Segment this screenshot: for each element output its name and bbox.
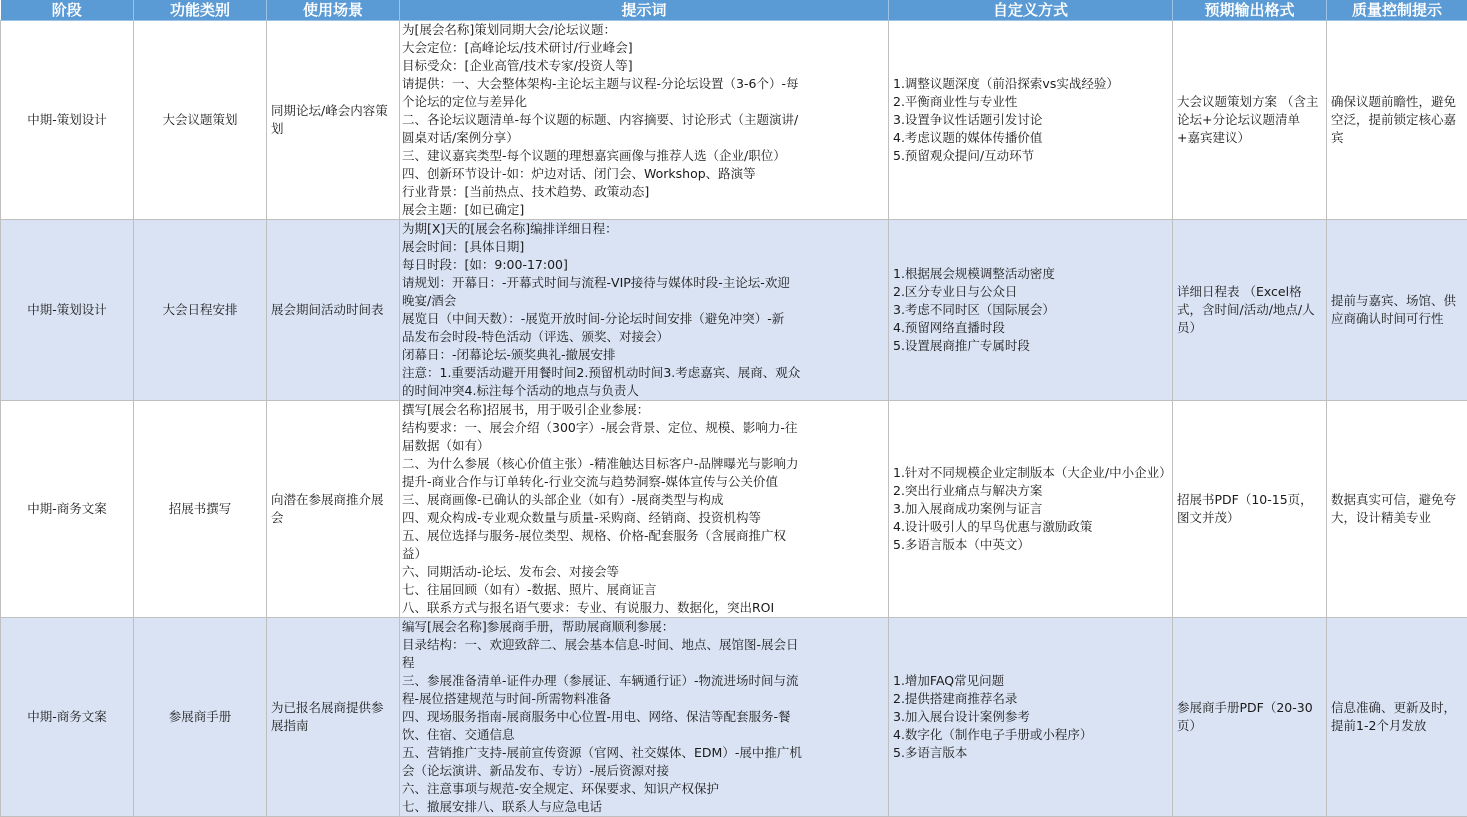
prompt-line: 七、往届回顾（如有）-数据、照片、展商证言 [402, 581, 886, 599]
prompt-line: 三、参展准备清单-证件办理（参展证、车辆通行证）-物流进场时间与流 [402, 672, 886, 690]
custom-line: 1.增加FAQ常见问题 [893, 672, 1168, 690]
cell-prompt [400, 401, 889, 618]
table-row [1, 401, 1467, 618]
prompt-line: 品发布会时段-特色活动（评选、颁奖、对接会） [402, 328, 886, 346]
cell-prompt [400, 21, 889, 220]
prompt-line: 五、营销推广支持-展前宣传资源（官网、社交媒体、EDM）-展中推广机 [402, 744, 886, 762]
prompt-line: 为期[X]天的[展会名称]编排详细日程： [402, 220, 886, 238]
prompt-line: 结构要求：一、展会介绍（300字）-展会背景、定位、规模、影响力-往 [402, 419, 886, 437]
cell-qc: 数据真实可信，避免夸大，设计精美专业 [1327, 401, 1467, 618]
header-qc: 质量控制提示 [1327, 0, 1467, 21]
prompt-line: 展览日（中间天数）：-展览开放时间-分论坛时间安排（避免冲突）-新 [402, 310, 886, 328]
custom-line: 5.设置展商推广专属时段 [893, 337, 1168, 355]
cell-category: 招展书撰写 [134, 401, 267, 618]
prompt-line: 程 [402, 654, 886, 672]
prompt-line: 四、观众构成-专业观众数量与质量-采购商、经销商、投资机构等 [402, 509, 886, 527]
prompt-line: 展会主题：[如已确定] [402, 201, 886, 219]
prompt-line: 程-展位搭建规范与时间-所需物料准备 [402, 690, 886, 708]
cell-scene: 同期论坛/峰会内容策划 [267, 21, 400, 220]
cell-qc: 信息准确、更新及时，提前1-2个月发放 [1327, 618, 1467, 817]
custom-line: 4.数字化（制作电子手册或小程序） [893, 726, 1168, 744]
prompt-line: 撰写[展会名称]招展书，用于吸引企业参展： [402, 401, 886, 419]
cell-output: 参展商手册PDF（20-30页） [1173, 618, 1327, 817]
header-scene: 使用场景 [267, 0, 400, 21]
cell-stage: 中期-策划设计 [1, 21, 134, 220]
prompt-line: 展会时间：[具体日期] [402, 238, 886, 256]
cell-qc: 提前与嘉宾、场馆、供应商确认时间可行性 [1327, 220, 1467, 401]
custom-line: 4.考虑议题的媒体传播价值 [893, 129, 1168, 147]
cell-category: 参展商手册 [134, 618, 267, 817]
table-row [1, 618, 1467, 817]
prompt-line: 四、创新环节设计-如：炉边对话、闭门会、Workshop、路演等 [402, 165, 886, 183]
cell-custom [889, 401, 1173, 618]
custom-line: 1.针对不同规模企业定制版本（大企业/中小企业） [893, 464, 1168, 482]
cell-custom [889, 21, 1173, 220]
cell-prompt [400, 220, 889, 401]
cell-output: 大会议题策划方案 （含主论坛+分论坛议题清单+嘉宾建议） [1173, 21, 1327, 220]
prompt-line: 六、同期活动-论坛、发布会、对接会等 [402, 563, 886, 581]
cell-scene: 展会期间活动时间表 [267, 220, 400, 401]
custom-line: 2.提供搭建商推荐名录 [893, 690, 1168, 708]
cell-output: 详细日程表 （Excel格式，含时间/活动/地点/人员） [1173, 220, 1327, 401]
header-row [1, 0, 1467, 21]
custom-line: 3.加入展商成功案例与证言 [893, 500, 1168, 518]
prompt-line: 八、联系方式与报名语气要求：专业、有说服力、数据化，突出ROI [402, 599, 886, 617]
prompt-line: 个论坛的定位与差异化 [402, 93, 886, 111]
prompt-line: 四、现场服务指南-展商服务中心位置-用电、网络、保洁等配套服务-餐 [402, 708, 886, 726]
custom-line: 1.根据展会规模调整活动密度 [893, 265, 1168, 283]
prompt-line: 为[展会名称]策划同期大会/论坛议题： [402, 21, 886, 39]
prompt-line: 三、展商画像-已确认的头部企业（如有）-展商类型与构成 [402, 491, 886, 509]
prompt-line: 闭幕日：-闭幕论坛-颁奖典礼-撤展安排 [402, 346, 886, 364]
prompt-line: 提升-商业合作与订单转化-行业交流与趋势洞察-媒体宣传与公关价值 [402, 473, 886, 491]
header-prompt: 提示词 [400, 0, 889, 21]
cell-stage: 中期-策划设计 [1, 220, 134, 401]
custom-line: 2.突出行业痛点与解决方案 [893, 482, 1168, 500]
header-custom: 自定义方式 [889, 0, 1173, 21]
cell-custom [889, 618, 1173, 817]
prompt-line: 目录结构：一、欢迎致辞二、展会基本信息-时间、地点、展馆图-展会日 [402, 636, 886, 654]
custom-line: 2.平衡商业性与专业性 [893, 93, 1168, 111]
cell-scene: 为已报名展商提供参展指南 [267, 618, 400, 817]
prompt-line: 二、为什么参展（核心价值主张）-精准触达目标客户-品牌曝光与影响力 [402, 455, 886, 473]
prompt-line: 圆桌对话/案例分享） [402, 129, 886, 147]
cell-category: 大会议题策划 [134, 21, 267, 220]
custom-line: 5.预留观众提问/互动环节 [893, 147, 1168, 165]
table-row [1, 21, 1467, 220]
prompt-line: 五、展位选择与服务-展位类型、规格、价格-配套服务（含展商推广权 [402, 527, 886, 545]
header-category: 功能类别 [134, 0, 267, 21]
custom-line: 5.多语言版本 [893, 744, 1168, 762]
prompt-line: 目标受众：[企业高管/技术专家/投资人等] [402, 57, 886, 75]
table-row [1, 220, 1467, 401]
cell-qc: 确保议题前瞻性，避免空泛，提前锁定核心嘉宾 [1327, 21, 1467, 220]
custom-line: 4.预留网络直播时段 [893, 319, 1168, 337]
cell-prompt [400, 618, 889, 817]
prompt-line: 饮、住宿、交通信息 [402, 726, 886, 744]
custom-line: 2.区分专业日与公众日 [893, 283, 1168, 301]
header-output: 预期输出格式 [1173, 0, 1327, 21]
custom-line: 3.加入展台设计案例参考 [893, 708, 1168, 726]
prompt-line: 请提供：一、大会整体架构-主论坛主题与议程-分论坛设置（3-6个）-每 [402, 75, 886, 93]
prompt-line: 行业背景：[当前热点、技术趋势、政策动态] [402, 183, 886, 201]
custom-line: 1.调整议题深度（前沿探索vs实战经验） [893, 75, 1168, 93]
cell-output: 招展书PDF（10-15页，图文并茂） [1173, 401, 1327, 618]
prompt-line: 的时间冲突4.标注每个活动的地点与负责人 [402, 382, 886, 400]
prompt-line: 注意：1.重要活动避开用餐时间2.预留机动时间3.考虑嘉宾、展商、观众 [402, 364, 886, 382]
prompt-line: 晚宴/酒会 [402, 292, 886, 310]
prompt-line: 每日时段：[如：9:00-17:00] [402, 256, 886, 274]
cell-stage: 中期-商务文案 [1, 618, 134, 817]
custom-line: 5.多语言版本（中英文） [893, 536, 1168, 554]
prompt-line: 二、各论坛议题清单-每个议题的标题、内容摘要、讨论形式（主题演讲/ [402, 111, 886, 129]
cell-stage: 中期-商务文案 [1, 401, 134, 618]
custom-line: 3.设置争议性话题引发讨论 [893, 111, 1168, 129]
custom-line: 3.考虑不同时区（国际展会） [893, 301, 1168, 319]
prompt-line: 届数据（如有） [402, 437, 886, 455]
prompt-line: 请规划：开幕日：-开幕式时间与流程-VIP接待与媒体时段-主论坛-欢迎 [402, 274, 886, 292]
prompt-line: 编写[展会名称]参展商手册，帮助展商顺利参展： [402, 618, 886, 636]
prompt-line: 大会定位：[高峰论坛/技术研讨/行业峰会] [402, 39, 886, 57]
cell-category: 大会日程安排 [134, 220, 267, 401]
cell-custom [889, 220, 1173, 401]
header-stage: 阶段 [1, 0, 134, 21]
custom-line: 4.设计吸引人的早鸟优惠与激励政策 [893, 518, 1168, 536]
prompt-line: 会（论坛演讲、新品发布、专访）-展后资源对接 [402, 762, 886, 780]
cell-scene: 向潜在参展商推介展会 [267, 401, 400, 618]
prompt-line: 六、注意事项与规范-安全规定、环保要求、知识产权保护 [402, 780, 886, 798]
prompt-line: 七、撤展安排八、联系人与应急电话 [402, 798, 886, 816]
prompt-line: 益） [402, 545, 886, 563]
prompt-line: 三、建议嘉宾类型-每个议题的理想嘉宾画像与推荐人选（企业/职位） [402, 147, 886, 165]
